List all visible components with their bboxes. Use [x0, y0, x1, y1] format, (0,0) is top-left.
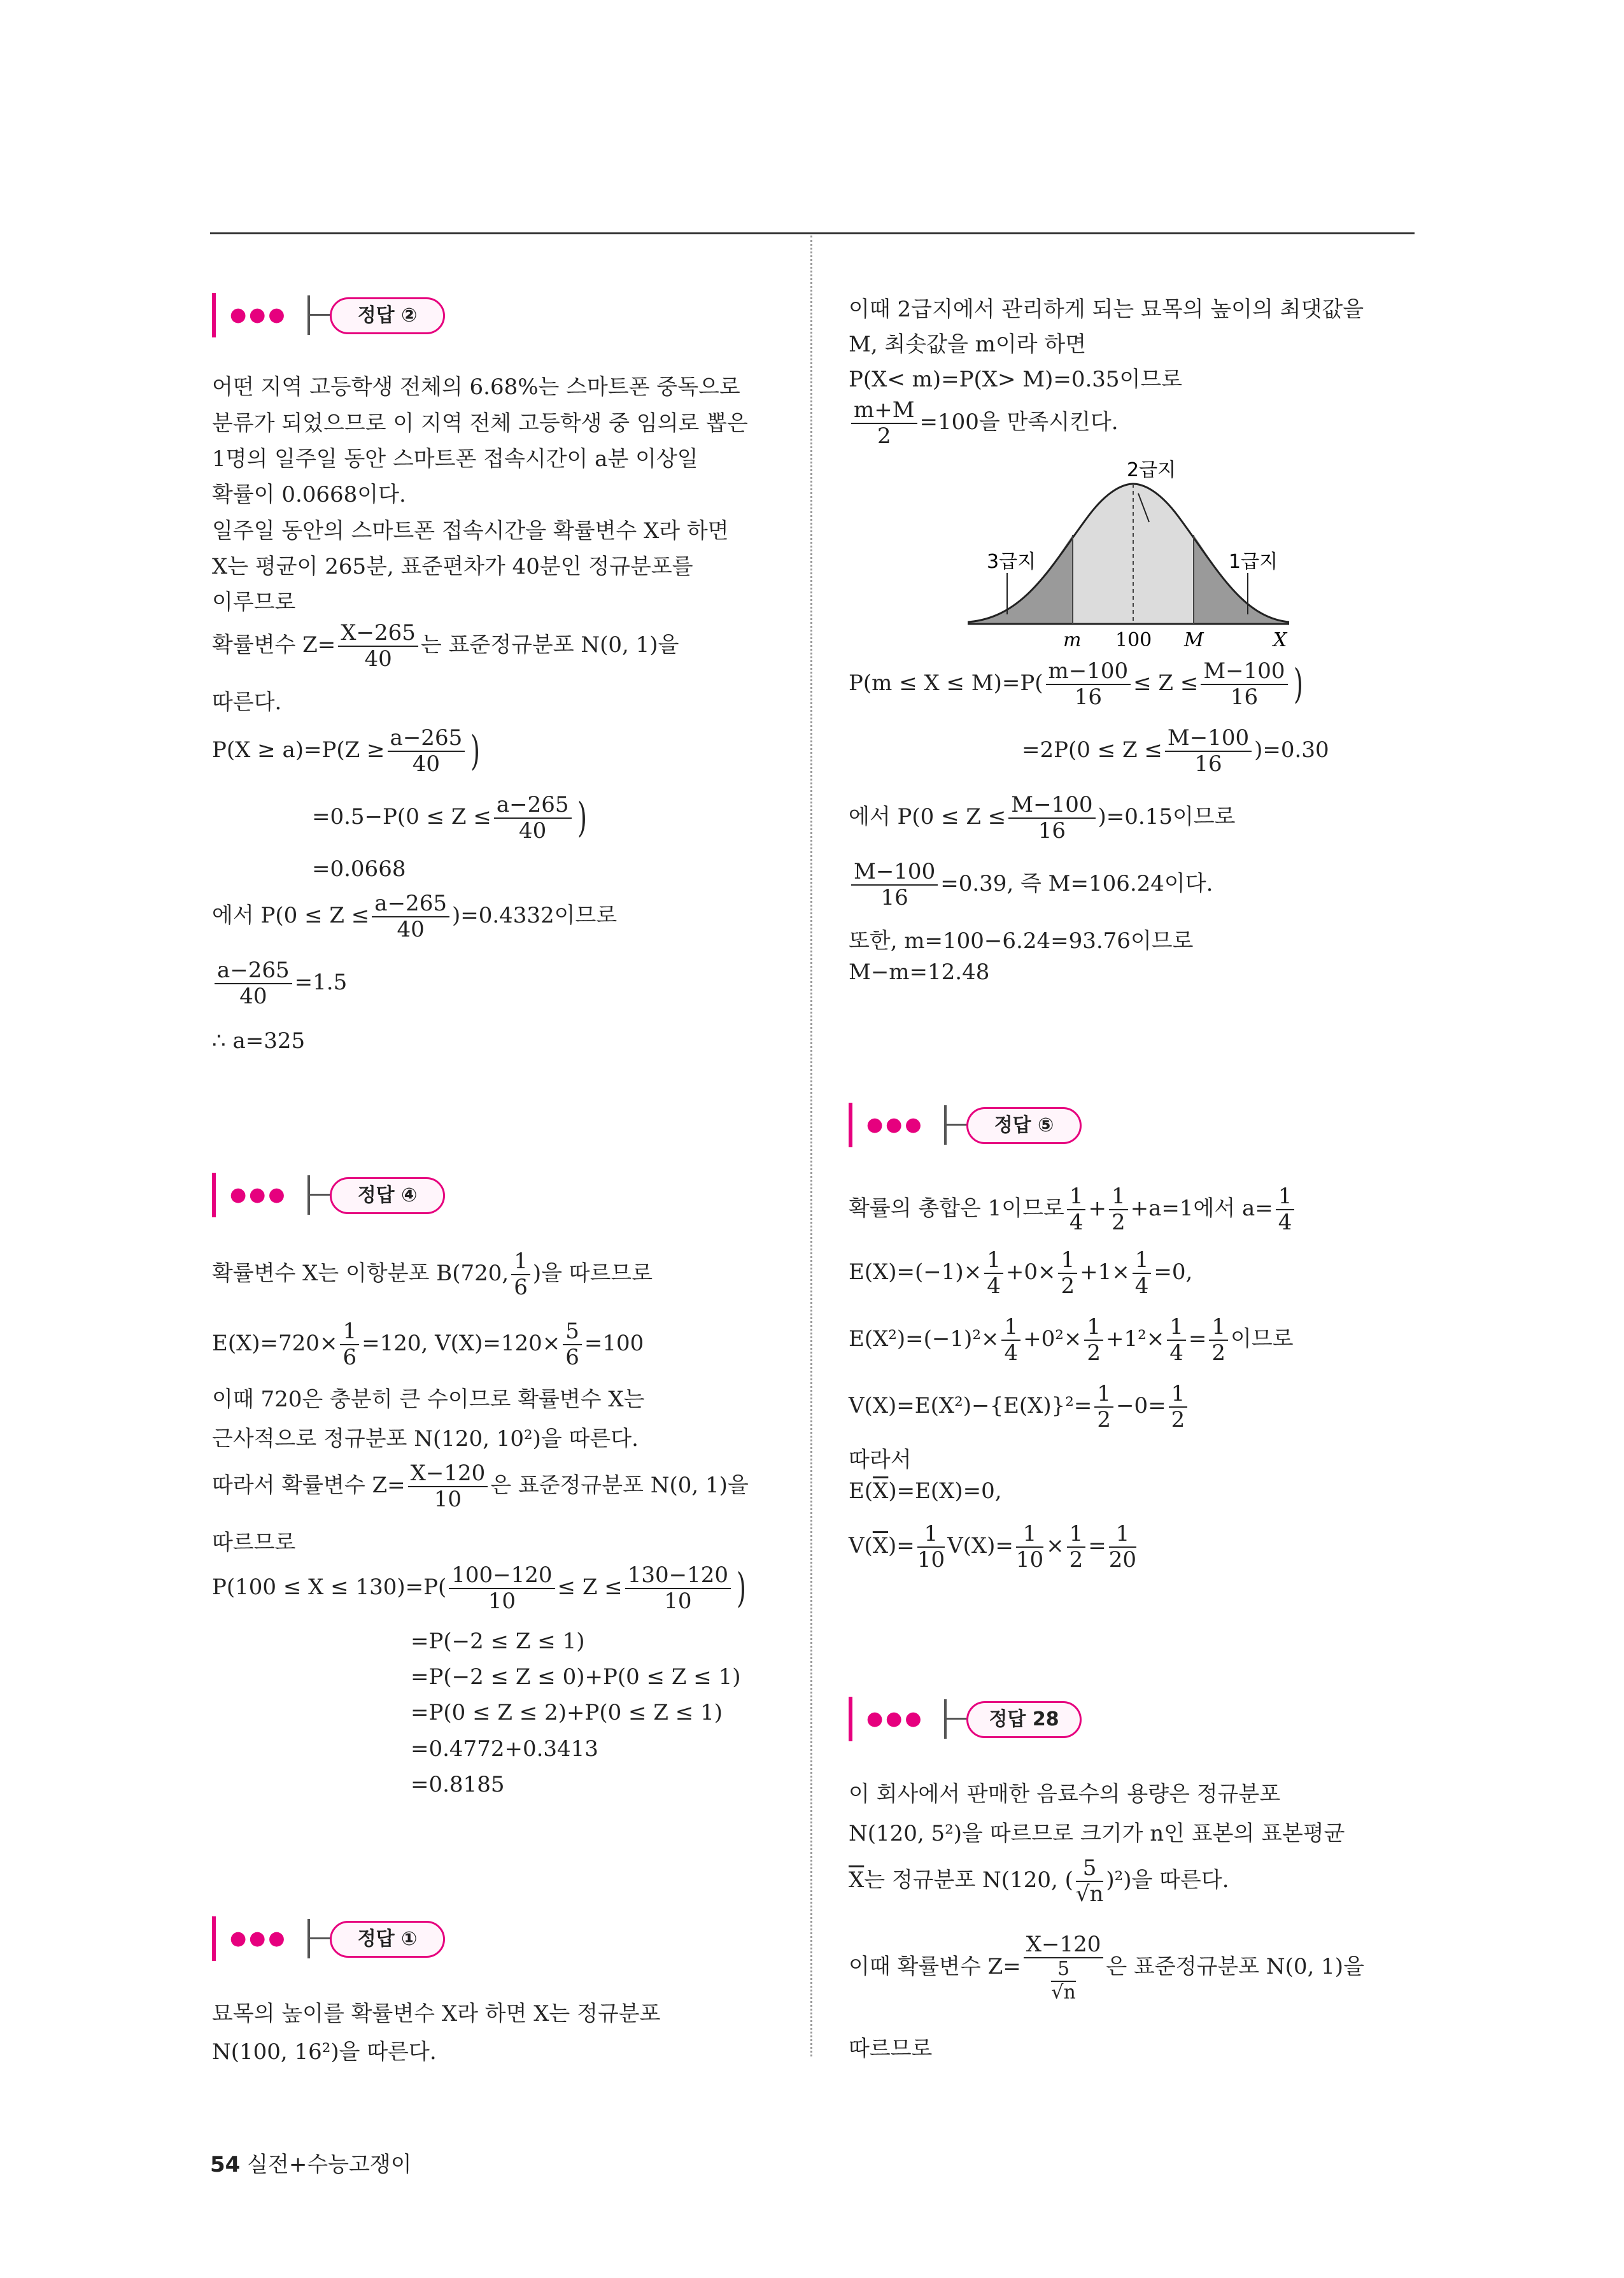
equation-line: 에서 P(0 ≤ Z ≤ $\frac{a-265}{40}$ )=0.4332이므로 — [212, 891, 618, 943]
text-line: N(100, 16²)을 따른다. — [212, 2039, 437, 2065]
answer-badge: 정답 ② — [330, 297, 445, 334]
equation-line: ∴ a=325 — [212, 1028, 306, 1054]
equation-line: $\frac{M-100}{16}$ =0.39, 즉 M=106.24이다. — [849, 860, 1213, 910]
text-line: 따르므로 — [212, 1530, 296, 1555]
equation-line: E(X)=720× $\frac{1}{6}$ =120, V(X)=120× $\frac{5}{6}$ =100 — [212, 1319, 644, 1371]
text-line: 묘목의 높이를 확률변수 X라 하면 X는 정규분포 — [212, 2001, 661, 2027]
equation-line: 따라서 확률변수 Z= $\frac{X-120}{10}$ 은 표준정규분포 N(0, 1)을 — [212, 1461, 749, 1513]
equation-line: 에서 P(0 ≤ Z ≤ $\frac{M-100}{16}$ )=0.15이므로 — [849, 792, 1236, 844]
equation-line: $E(\overline{X})=E(X)=0$, — [849, 1478, 1002, 1504]
equation-line: 확률변수 Z= $\frac{X-265}{40}$ 는 표준정규분포 N(0, 1)을 — [212, 620, 679, 672]
tick-m: m — [1063, 629, 1082, 649]
equation-line: P(X< m)=P(X> M)=0.35이므로 — [849, 367, 1183, 392]
text-line: M, 최솟값을 m이라 하면 — [849, 332, 1087, 357]
equation-line: 또한, m=100−6.24=93.76이므로 — [849, 928, 1194, 954]
book-title: 실전+수능고쟁이 — [247, 2152, 412, 2177]
equation-line: =0.5−P(0 ≤ Z ≤ $\frac{a-265}{40}$ ) — [312, 792, 587, 844]
text-line: N(120, 5²)을 따르므로 크기가 n인 표본의 표본평균 — [849, 1821, 1345, 1846]
equation-line: 이때 확률변수 Z= $\frac{X-120}{\frac{5}{√n}}$ 은 표준정규분포 N(0, 1)을 — [849, 1932, 1364, 2004]
text-line: 1명의 일주일 동안 스마트폰 접속시간이 a분 이상일 — [212, 446, 698, 472]
label-grade1: 1급지 — [1229, 551, 1278, 573]
tick-X: X — [1273, 629, 1287, 649]
equation-line: V(X)=E(X²)−{E(X)}²= $\frac{1}{2}$ −0= $\frac{1}{2}$ — [849, 1382, 1190, 1433]
text-line: 근사적으로 정규분포 N(120, 10²)을 따른다. — [212, 1426, 639, 1452]
text-line: 분류가 되었으므로 이 지역 전체 고등학생 중 임의로 뽑은 — [212, 411, 748, 436]
text-line: 따라서 — [849, 1447, 912, 1473]
top-rule — [210, 232, 1415, 234]
equation-line: =0.0668 — [312, 856, 406, 882]
tick-100: 100 — [1115, 629, 1152, 649]
equation-line: =0.8185 — [411, 1772, 505, 1797]
label-grade2: 2급지 — [1127, 459, 1176, 481]
equation-line: E(X)=(−1)× $\frac{1}{4}$ +0× $\frac{1}{2}$ +1× $\frac{1}{4}$ =0, — [849, 1247, 1193, 1299]
text-line: 이루므로 — [212, 590, 296, 615]
answer-badge: 정답 ① — [330, 1921, 445, 1958]
answer-badge: 정답 ④ — [330, 1177, 445, 1214]
curve-fill-right-tail — [1194, 535, 1289, 624]
text-line: X는 평균이 265분, 표준편차가 40분인 정규분포를 — [212, 554, 693, 579]
equation-line: E(X²)=(−1)²× $\frac{1}{4}$ +0²× $\frac{1}{2}$ +1²× $\frac{1}{4}$ = $\frac{1}{2}$ 이므로 — [849, 1314, 1294, 1366]
text-line: 이때 2급지에서 관리하게 되는 묘목의 높이의 최댓값을 — [849, 297, 1364, 322]
equation-line: $\overline{X}$는 정규분포 N(120, ( $\frac{5}{√n}$ )²)을 따른다. — [849, 1855, 1229, 1907]
text-line: 이 회사에서 판매한 음료수의 용량은 정규분포 — [849, 1781, 1281, 1807]
text-line: 일주일 동안의 스마트폰 접속시간을 확률변수 X라 하면 — [212, 518, 729, 544]
equation-line: P(100 ≤ X ≤ 130)=P( $\frac{100-120}{10}$ ≤ Z ≤ $\frac{130-120}{10}$ ) — [212, 1562, 747, 1615]
equation-line: P(X ≥ a)=P(Z ≥ $\frac{a-265}{40}$ ) — [212, 725, 481, 777]
text-line: 따르므로 — [849, 2036, 933, 2062]
text-line: 따른다. — [212, 690, 282, 715]
text-line: 이때 720은 충분히 큰 수이므로 확률변수 X는 — [212, 1387, 645, 1412]
text-line: 확률이 0.0668이다. — [212, 482, 406, 507]
equation-line: =P(0 ≤ Z ≤ 2)+P(0 ≤ Z ≤ 1) — [411, 1700, 723, 1725]
equation-line: $V(\overline{X})=$ $\frac{1}{10}$ V(X)= $\frac{1}{10}$ × $\frac{1}{2}$ = $\frac{1}{20}$ — [849, 1521, 1137, 1573]
equation-line: =P(−2 ≤ Z ≤ 1) — [411, 1629, 585, 1654]
equation-line: =P(−2 ≤ Z ≤ 0)+P(0 ≤ Z ≤ 1) — [411, 1664, 741, 1690]
equation-line: P(m ≤ X ≤ M)=P( $\frac{m-100}{16}$ ≤ Z ≤ $\frac{M-100}{16}$ ) — [849, 658, 1303, 711]
equation-line: 확률변수 X는 이항분포 B(720, $\frac{1}{6}$ )을 따르므로 — [212, 1249, 653, 1301]
text-line: 어떤 지역 고등학생 전체의 6.68%는 스마트폰 중독으로 — [212, 374, 740, 400]
page-number: 54 — [210, 2152, 241, 2177]
normal-distribution-figure — [968, 458, 1299, 649]
equation-line: $\frac{m+M}{2}$ =100을 만족시킨다. — [849, 398, 1119, 449]
column-divider — [810, 236, 812, 2056]
label-grade3: 3급지 — [987, 551, 1036, 573]
equation-line: =2P(0 ≤ Z ≤ $\frac{M-100}{16}$ )=0.30 — [1022, 725, 1329, 777]
equation-line: $\frac{a-265}{40}$ =1.5 — [212, 958, 347, 1009]
answer-badge: 정답 ⑤ — [966, 1107, 1082, 1144]
answer-badge: 정답 28 — [966, 1701, 1082, 1738]
equation-line: 확률의 총합은 1이므로 $\frac{1}{4}$ + $\frac{1}{2}$ +a=1에서 a= $\frac{1}{4}$ — [849, 1184, 1297, 1235]
equation-line: M−m=12.48 — [849, 959, 990, 985]
curve-fill-left-tail — [968, 535, 1073, 624]
equation-line: =0.4772+0.3413 — [411, 1736, 598, 1762]
tick-M: M — [1184, 629, 1204, 649]
page-footer — [210, 2147, 412, 2178]
